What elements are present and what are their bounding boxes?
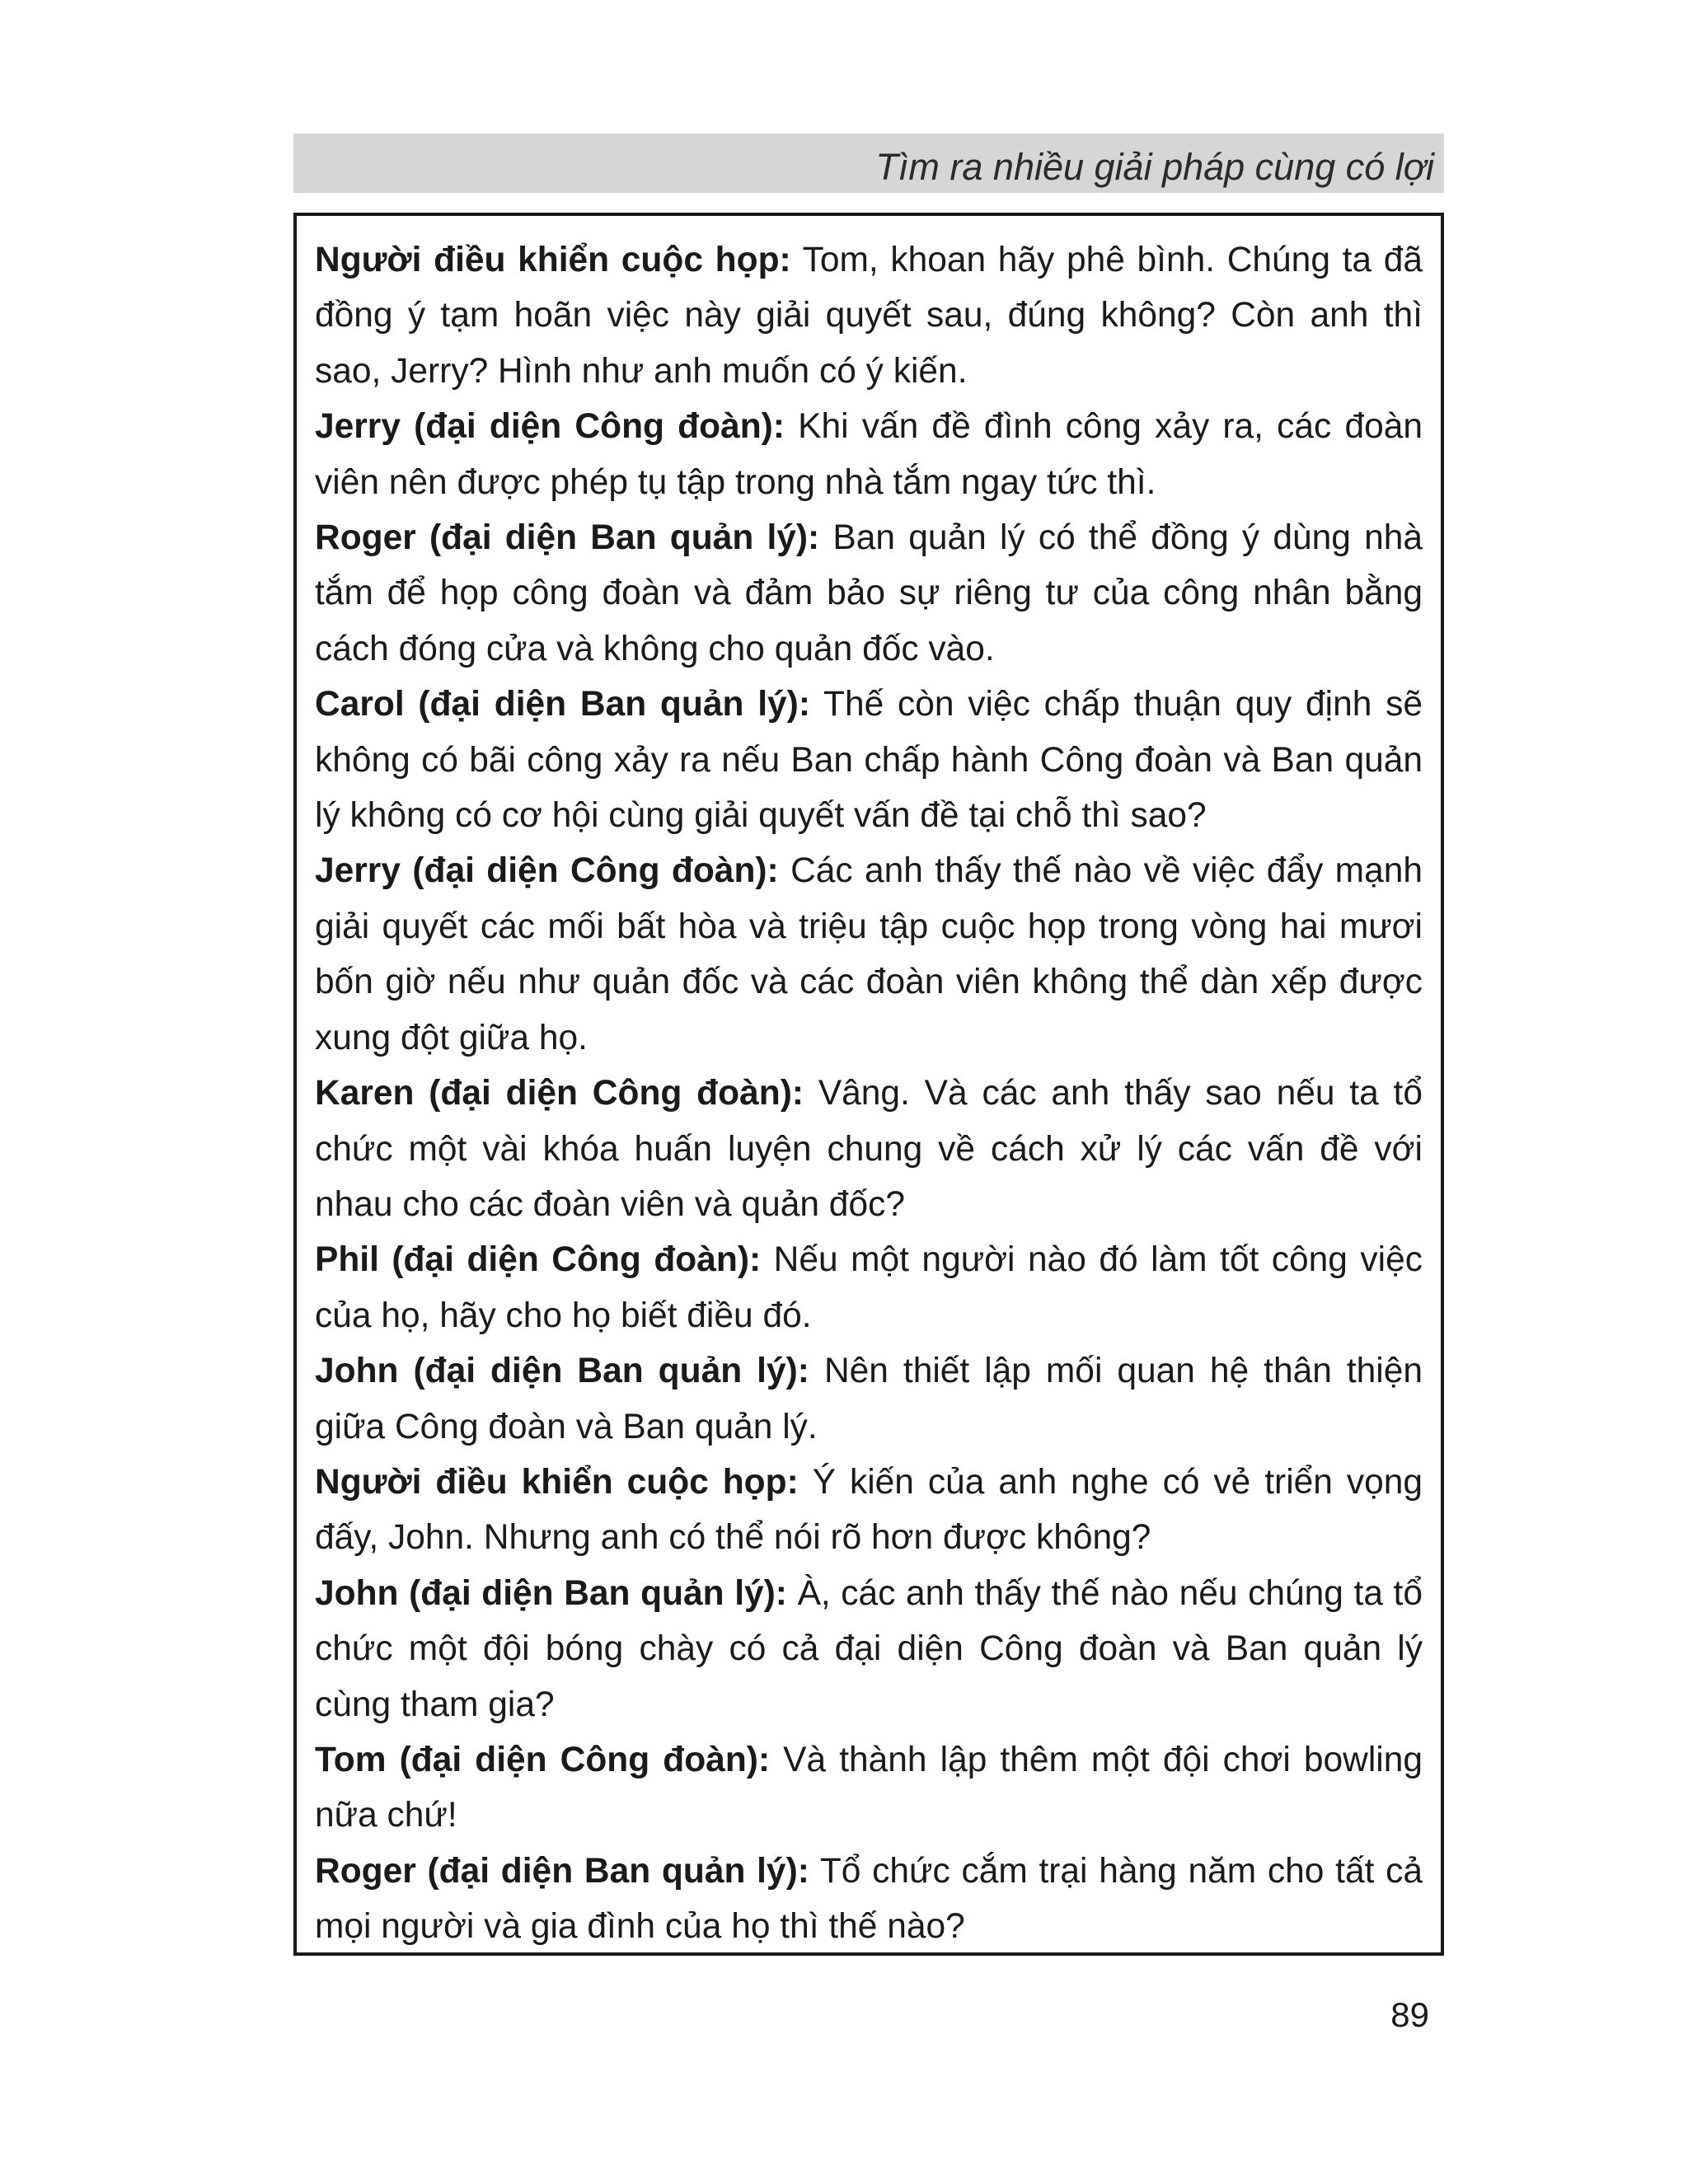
- speaker-label: Roger (đại diện Ban quản lý):: [315, 518, 820, 558]
- dialogue-entry: [315, 1232, 1423, 1343]
- dialogue-list: [315, 232, 1423, 1955]
- speech-text: Thế còn việc chấp thuận quy định sẽ không có bãi công xảy ra nếu Ban chấp hành Công đoàn và Ban quản lý không có cơ hội cùng giải quyết vấn đề tại chỗ thì sao?: [315, 685, 1423, 836]
- chapter-title: Tìm ra nhiều giải pháp cùng có lợi: [875, 146, 1434, 188]
- speech-text: Nếu một người nào đó làm tốt công việc của họ, hãy cho họ biết điều đó.: [315, 1240, 1423, 1335]
- speech-text: Tổ chức cắm trại hàng năm cho tất cả mọi người và gia đình của họ thì thế nào?: [315, 1851, 1423, 1947]
- dialogue-entry: [315, 510, 1423, 677]
- speech-text: Ý kiến của anh nghe có vẻ triển vọng đấy, John. Nhưng anh có thể nói rõ hơn được không?: [315, 1462, 1423, 1558]
- speaker-label: Phil (đại diện Công đoàn):: [315, 1240, 762, 1280]
- speaker-label: John (đại diện Ban quản lý):: [315, 1573, 787, 1613]
- page-number: 89: [1390, 1995, 1429, 2034]
- speech-text: Các anh thấy thế nào về việc đẩy mạnh giải quyết các mối bất hòa và triệu tập cuộc họp trong vòng hai mươi bốn giờ nếu như quản đốc và các đoàn viên không thể dàn xếp được xung đột giữa họ.: [315, 851, 1423, 1057]
- dialogue-entry: [315, 1732, 1423, 1844]
- running-header: [293, 134, 1444, 193]
- speaker-label: Roger (đại diện Ban quản lý):: [315, 1851, 809, 1891]
- dialogue-entry: [315, 1066, 1423, 1232]
- speaker-label: Karen (đại diện Công đoàn):: [315, 1074, 804, 1113]
- speech-text: Ban quản lý có thể đồng ý dùng nhà tắm để họp công đoàn và đảm bảo sự riêng tư của công nhân bằng cách đóng cửa và không cho quản đốc vào.: [315, 518, 1423, 668]
- speaker-label: Carol (đại diện Ban quản lý):: [315, 685, 810, 724]
- speech-text: À, các anh thấy thế nào nếu chúng ta tổ chức một đội bóng chày có cả đại diện Công đoàn và Ban quản lý cùng tham gia?: [315, 1573, 1423, 1724]
- dialogue-entry: [315, 232, 1423, 399]
- speaker-label: Người điều khiển cuộc họp:: [315, 241, 791, 279]
- speaker-label: Jerry (đại diện Công đoàn):: [315, 851, 779, 891]
- dialogue-entry: [315, 399, 1423, 510]
- dialogue-entry: [315, 1343, 1423, 1455]
- speaker-label: Người điều khiển cuộc họp:: [315, 1462, 799, 1502]
- dialogue-entry: [315, 1455, 1423, 1566]
- dialogue-entry: [315, 677, 1423, 843]
- speaker-label: Jerry (đại diện Công đoàn):: [315, 407, 785, 447]
- speech-text: Vâng. Và các anh thấy sao nếu ta tổ chức một vài khóa huấn luyện chung về cách xử lý các vấn đề với nhau cho các đoàn viên và quản đốc?: [315, 1074, 1423, 1224]
- speaker-label: John (đại diện Ban quản lý):: [315, 1352, 809, 1391]
- speech-text: Nên thiết lập mối quan hệ thân thiện giữa Công đoàn và Ban quản lý.: [315, 1352, 1423, 1446]
- speech-text: Khi vấn đề đình công xảy ra, các đoàn viên nên được phép tụ tập trong nhà tắm ngay tức thì.: [315, 407, 1423, 502]
- speaker-label: Tom (đại diện Công đoàn):: [315, 1740, 771, 1779]
- speech-text: Tom, khoan hãy phê bình. Chúng ta đã đồng ý tạm hoãn việc này giải quyết sau, đúng không? Còn anh thì sao, Jerry? Hình như anh muốn có ý kiến.: [315, 241, 1423, 391]
- dialogue-entry: [315, 843, 1423, 1066]
- dialogue-entry: [315, 1844, 1423, 1955]
- dialogue-box: [293, 213, 1444, 1956]
- dialogue-entry: [315, 1566, 1423, 1732]
- speech-text: Và thành lập thêm một đội chơi bowling nữa chứ!: [315, 1740, 1423, 1835]
